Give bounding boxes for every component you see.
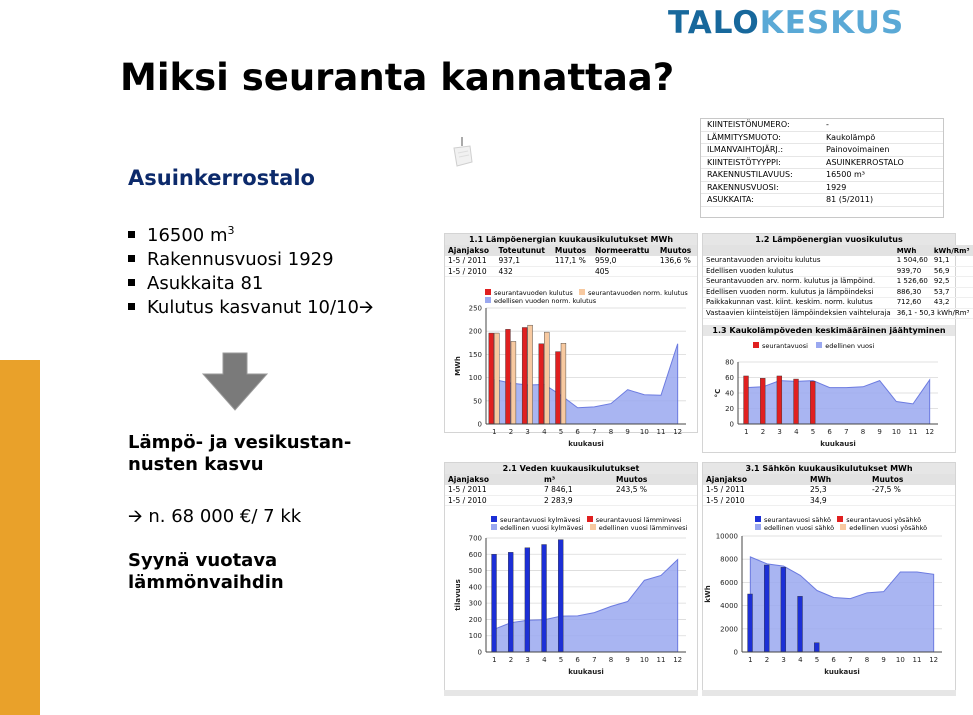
x-tick-label: 8	[608, 656, 614, 664]
x-tick-label: 1	[748, 656, 753, 664]
y-tick-label: 0	[477, 648, 482, 657]
info-label: RAKENNUSTILAVUUS:	[707, 170, 793, 179]
y-tick-label: 400	[468, 583, 482, 592]
table-row	[703, 308, 973, 319]
x-tick-label: 3	[525, 428, 530, 436]
company-logo	[668, 6, 953, 40]
table-cell: 117,1 %	[552, 256, 592, 266]
x-axis-label: kuukausi	[568, 440, 604, 448]
table-row	[703, 256, 973, 266]
bullet-text: Asukkaita 81	[147, 273, 264, 294]
building-type-heading: Asuinkerrostalo	[128, 166, 315, 190]
bar	[744, 376, 749, 424]
bar	[528, 325, 533, 424]
legend-label: seurantavuoden norm. kulutus	[587, 289, 688, 297]
table-cell: 432	[496, 266, 552, 277]
area-series	[746, 380, 929, 424]
table-cell: 939,70	[894, 266, 931, 277]
y-tick-label: 0	[477, 420, 482, 429]
bullet-square-icon	[128, 279, 135, 286]
table-cell: 7 846,1	[541, 485, 613, 495]
x-tick-label: 10	[639, 656, 649, 664]
legend-label: edellinen vuosi	[825, 342, 875, 350]
info-row	[701, 119, 943, 132]
table-cell: 405	[592, 266, 657, 277]
y-tick-label: 8000	[720, 555, 738, 564]
bullet-superscript: 3	[227, 224, 235, 237]
x-tick-label: 9	[625, 428, 630, 436]
effect-line-2: nusten kasvu	[128, 454, 264, 475]
effect-text	[128, 432, 351, 476]
table-row	[703, 298, 973, 309]
table-header-row	[445, 245, 697, 256]
column-header: kWh/Rm³	[931, 245, 973, 256]
panel-title: 3.1 Sähkön kuukausikulutukset MWh	[703, 463, 955, 474]
panel-title: 1.2 Lämpöenergian vuosikulutus	[703, 234, 955, 245]
table-cell: Vastaavien kiinteistöjen lämpöindeksien vaihteluraja	[703, 308, 894, 319]
accent-bar	[0, 360, 40, 715]
column-header: MWh	[807, 474, 869, 485]
x-tick-label: 7	[592, 428, 597, 436]
column-header: Toteutunut	[496, 245, 552, 256]
table-row	[445, 266, 697, 277]
cause-line-1: Syynä vuotava	[128, 550, 278, 571]
column-header: Ajanjakso	[445, 474, 541, 485]
x-axis-label: kuukausi	[820, 440, 856, 448]
info-row	[701, 194, 943, 207]
column-header: Ajanjakso	[703, 474, 807, 485]
x-tick-label: 6	[831, 656, 836, 664]
x-tick-label: 1	[744, 428, 749, 436]
water-table	[445, 474, 697, 506]
table-cell: 34,9	[807, 495, 869, 506]
area-series	[494, 344, 677, 424]
table-cell: 886,30	[894, 287, 931, 298]
property-info-table	[700, 118, 944, 218]
info-value: -	[826, 120, 829, 129]
chart-legend	[753, 342, 874, 350]
column-header: Muutos	[552, 245, 592, 256]
info-row	[701, 144, 943, 157]
table-cell: 1-5 / 2011	[445, 256, 496, 266]
table-cell: -27,5 %	[869, 485, 955, 495]
info-label: KIINTEISTÖTYYPPI:	[707, 157, 781, 167]
y-tick-label: 100	[468, 374, 482, 383]
info-value: 1929	[826, 182, 847, 192]
y-tick-label: 80	[725, 358, 734, 367]
table-row	[703, 277, 973, 288]
y-tick-label: 20	[725, 405, 734, 413]
bar	[794, 379, 799, 424]
cause-line-2: lämmönvaihdin	[128, 572, 284, 593]
bullet-square-icon	[128, 255, 135, 262]
info-label: LÄMMITYSMUOTO:	[707, 132, 781, 142]
table-cell: 1 504,60	[894, 256, 931, 266]
bullet-square-icon	[128, 231, 135, 238]
info-value: ASUINKERROSTALO	[826, 157, 904, 167]
x-tick-label: 3	[781, 656, 786, 664]
x-tick-label: 12	[929, 656, 939, 664]
table-cell: 136,6 %	[657, 256, 697, 266]
y-tick-label: 0	[729, 420, 734, 429]
legend-swatch	[816, 342, 822, 348]
x-tick-label: 11	[656, 656, 666, 664]
info-row	[701, 157, 943, 170]
table-cell: 36,1 - 50,3 kWh/Rm³	[894, 308, 973, 319]
x-tick-label: 12	[673, 428, 683, 436]
table-cell: Paikkakunnan vast. kiint. keskim. norm. kulutus	[703, 298, 894, 309]
column-header: Ajanjakso	[445, 245, 496, 256]
legend-label: edellinen vuosi sähkö	[764, 524, 835, 532]
logo-part-keskus: KESKUS	[759, 5, 905, 41]
bar	[522, 327, 527, 424]
table-cell: 1-5 / 2010	[445, 495, 541, 506]
y-axis-label: °C	[714, 388, 722, 398]
info-row	[701, 169, 943, 182]
column-header: Normeerattu	[592, 245, 657, 256]
legend-swatch	[579, 289, 585, 295]
x-tick-label: 6	[575, 656, 580, 664]
legend-label: edellinen vuosi lämminvesi	[598, 524, 688, 532]
legend-item	[485, 289, 688, 297]
info-value: Kaukolämpö	[826, 132, 876, 142]
y-axis-label: kWh	[704, 585, 712, 603]
table-cell: 1 526,60	[894, 277, 931, 288]
column-header: m³	[541, 474, 613, 485]
table-header-row	[703, 245, 973, 256]
info-label: KIINTEISTÖNUMERO:	[707, 120, 790, 129]
table-row	[445, 495, 697, 506]
x-tick-label: 2	[760, 428, 766, 436]
x-tick-label: 3	[777, 428, 782, 436]
table-header-row	[445, 474, 697, 485]
bar	[760, 378, 765, 424]
panel-title: 1.1 Lämpöenergian kuukausikulutukset MWh	[445, 234, 697, 245]
y-axis-label: tilavuus	[454, 579, 462, 611]
next-panel-header	[444, 690, 698, 696]
x-tick-label: 5	[558, 428, 564, 436]
x-tick-label: 12	[673, 656, 683, 664]
x-tick-label: 10	[895, 656, 905, 664]
table-cell: 1-5 / 2010	[703, 495, 807, 506]
list-item	[128, 219, 374, 248]
next-panel-header	[702, 690, 956, 696]
x-tick-label: 2	[508, 428, 514, 436]
y-tick-label: 6000	[720, 578, 738, 587]
column-header	[703, 245, 894, 256]
column-header: Muutos	[869, 474, 955, 485]
bar	[544, 332, 549, 424]
bar	[810, 381, 815, 424]
table-cell: 959,0	[592, 256, 657, 266]
bullet-text: 16500 m	[147, 225, 228, 246]
table-row	[445, 256, 697, 266]
x-tick-label: 1	[492, 428, 497, 436]
y-tick-label: 100	[468, 632, 482, 641]
table-cell: 92,5	[931, 277, 973, 288]
x-tick-label: 2	[508, 656, 514, 664]
table-cell: 56,9	[931, 266, 973, 277]
info-label: ILMANVAIHTOJÄRJ.:	[707, 145, 784, 154]
x-tick-label: 12	[925, 428, 935, 436]
info-value: 81 (5/2011)	[826, 195, 874, 204]
pin-icon	[448, 136, 476, 172]
heat-monthly-chart	[444, 300, 698, 452]
x-tick-label: 5	[810, 428, 816, 436]
table-row	[703, 485, 955, 495]
slide-title: Miksi seuranta kannattaa?	[120, 56, 675, 99]
table-row	[703, 266, 973, 277]
y-tick-label: 150	[468, 350, 482, 359]
table-cell	[657, 266, 697, 277]
legend-label: seurantavuosi sähkö	[764, 516, 832, 524]
legend-item	[753, 342, 874, 350]
info-label: ASUKKAITA:	[707, 195, 754, 204]
table-row	[445, 485, 697, 495]
column-header: Muutos	[657, 245, 697, 256]
y-tick-label: 40	[725, 389, 734, 398]
y-axis-label: MWh	[454, 356, 462, 376]
electricity-chart	[702, 530, 956, 686]
y-tick-label: 200	[468, 615, 482, 624]
x-tick-label: 6	[827, 428, 832, 436]
bar	[764, 565, 769, 652]
x-tick-label: 11	[912, 656, 922, 664]
bullet-square-icon	[128, 303, 135, 310]
x-tick-label: 8	[608, 428, 614, 436]
x-tick-label: 1	[492, 656, 497, 664]
x-tick-label: 4	[542, 656, 547, 664]
electricity-table	[703, 474, 955, 506]
x-tick-label: 9	[877, 428, 882, 436]
bar	[781, 567, 786, 652]
table-cell: 712,60	[894, 298, 931, 309]
x-tick-label: 3	[525, 656, 530, 664]
legend-item	[755, 516, 927, 524]
info-row	[701, 132, 943, 145]
table-cell: 91,1	[931, 256, 973, 266]
legend-swatch	[491, 516, 497, 522]
table-cell: 243,5 %	[613, 485, 697, 495]
effect-line-1: Lämpö- ja vesikustan-	[128, 432, 352, 453]
bar	[798, 596, 803, 652]
y-tick-label: 700	[468, 534, 482, 543]
table-cell: 43,2	[931, 298, 973, 309]
column-header: MWh	[894, 245, 931, 256]
list-item	[128, 248, 374, 272]
panel-title: 1.3 Kaukolämpöveden keskimääräinen jäähtyminen	[703, 325, 955, 336]
logo-part-talo: TALO	[668, 5, 760, 41]
building-facts-list	[128, 219, 374, 320]
bar	[489, 333, 494, 424]
x-tick-label: 9	[625, 656, 630, 664]
water-chart	[444, 530, 698, 686]
table-cell: Edellisen vuoden kulutus	[703, 266, 894, 277]
cost-text	[128, 504, 301, 534]
bar	[525, 548, 530, 652]
bar	[542, 545, 547, 652]
table-cell	[552, 266, 592, 277]
info-label: RAKENNUSVUOSI:	[707, 182, 779, 192]
table-cell	[613, 495, 697, 506]
bar	[508, 552, 513, 652]
legend-label: edellinen vuosi yösähkö	[849, 524, 928, 532]
legend-label: seurantavuosi yösähkö	[846, 516, 922, 524]
x-axis-label: kuukausi	[824, 668, 860, 676]
legend-swatch	[587, 516, 593, 522]
x-tick-label: 4	[794, 428, 799, 436]
table-row	[703, 287, 973, 298]
table-cell	[869, 495, 955, 506]
column-header: Muutos	[613, 474, 697, 485]
down-arrow-icon	[201, 352, 269, 412]
table-cell: 1-5 / 2011	[445, 485, 541, 495]
bar	[506, 329, 511, 424]
x-tick-label: 11	[908, 428, 918, 436]
x-tick-label: 7	[848, 656, 853, 664]
bar	[556, 352, 561, 424]
x-tick-label: 11	[656, 428, 666, 436]
legend-label: seurantavuoden kulutus	[494, 289, 573, 297]
bar	[561, 343, 566, 424]
table-cell: Seurantavuoden arvioitu kulutus	[703, 256, 894, 266]
x-tick-label: 9	[881, 656, 886, 664]
bar	[814, 643, 819, 652]
info-value: 16500 m³	[826, 170, 865, 179]
y-tick-label: 250	[468, 304, 482, 313]
heat-yearly-table	[703, 245, 973, 319]
area-series	[494, 559, 677, 652]
bullet-text: Kulutus kasvanut 10/10	[147, 297, 359, 318]
table-cell: 1-5 / 2010	[445, 266, 496, 277]
right-arrow-icon: 🡪	[128, 506, 143, 527]
list-item	[128, 272, 374, 296]
info-row	[701, 182, 943, 195]
x-tick-label: 4	[798, 656, 803, 664]
list-item	[128, 296, 374, 320]
legend-label: edellisen vuoden norm. kulutus	[494, 297, 597, 305]
y-tick-label: 2000	[720, 625, 738, 634]
legend-label: edellinen vuosi kylmävesi	[500, 524, 584, 532]
bar	[558, 540, 563, 652]
bar	[494, 333, 499, 424]
heat-monthly-table	[445, 245, 697, 277]
bar	[777, 376, 782, 424]
y-tick-label: 500	[468, 567, 482, 576]
area-series	[750, 557, 933, 652]
y-tick-label: 50	[473, 397, 482, 406]
legend-swatch	[755, 516, 761, 522]
y-tick-label: 10000	[715, 532, 738, 541]
table-cell: Edellisen vuoden norm. kulutus ja lämpöindeksi	[703, 287, 894, 298]
legend-swatch	[485, 289, 491, 295]
x-tick-label: 8	[864, 656, 870, 664]
y-tick-label: 300	[468, 599, 482, 608]
x-tick-label: 10	[891, 428, 901, 436]
y-tick-label: 0	[733, 648, 738, 657]
table-row	[703, 495, 955, 506]
legend-label: seurantavuosi lämminvesi	[595, 516, 682, 524]
x-tick-label: 6	[575, 428, 580, 436]
x-tick-label: 2	[764, 656, 770, 664]
panel-title: 2.1 Veden kuukausikulutukset	[445, 463, 697, 474]
bullet-text: Rakennusvuosi 1929	[147, 249, 334, 270]
table-cell: 1-5 / 2011	[703, 485, 807, 495]
bar	[511, 341, 516, 424]
x-tick-label: 5	[558, 656, 564, 664]
table-header-row	[703, 474, 955, 485]
y-tick-label: 200	[468, 327, 482, 336]
y-tick-label: 600	[468, 550, 482, 559]
legend-item	[491, 516, 687, 524]
x-tick-label: 5	[814, 656, 820, 664]
legend-swatch	[837, 516, 843, 522]
right-arrow-icon: 🡪	[358, 297, 374, 318]
cost-value: n. 68 000 €/ 7 kk	[142, 506, 302, 527]
x-tick-label: 7	[844, 428, 849, 436]
y-tick-label: 4000	[720, 602, 738, 611]
table-cell: 53,7	[931, 287, 973, 298]
legend-label: seurantavuosi	[762, 342, 808, 350]
table-cell: 2 283,9	[541, 495, 613, 506]
table-cell: 937,1	[496, 256, 552, 266]
x-axis-label: kuukausi	[568, 668, 604, 676]
x-tick-label: 10	[639, 428, 649, 436]
info-value: Painovoimainen	[826, 145, 890, 154]
legend-swatch	[753, 342, 759, 348]
table-cell: 25,3	[807, 485, 869, 495]
x-tick-label: 8	[860, 428, 866, 436]
bar	[492, 554, 497, 652]
temperature-chart	[702, 356, 956, 454]
y-tick-label: 60	[725, 374, 734, 382]
bar	[748, 594, 753, 652]
table-cell: Seurantavuoden arv. norm. kulutus ja lämpöind.	[703, 277, 894, 288]
cause-text	[128, 550, 284, 594]
bar	[539, 344, 544, 424]
legend-label: seurantavuosi kylmävesi	[500, 516, 581, 524]
x-tick-label: 4	[542, 428, 547, 436]
x-tick-label: 7	[592, 656, 597, 664]
